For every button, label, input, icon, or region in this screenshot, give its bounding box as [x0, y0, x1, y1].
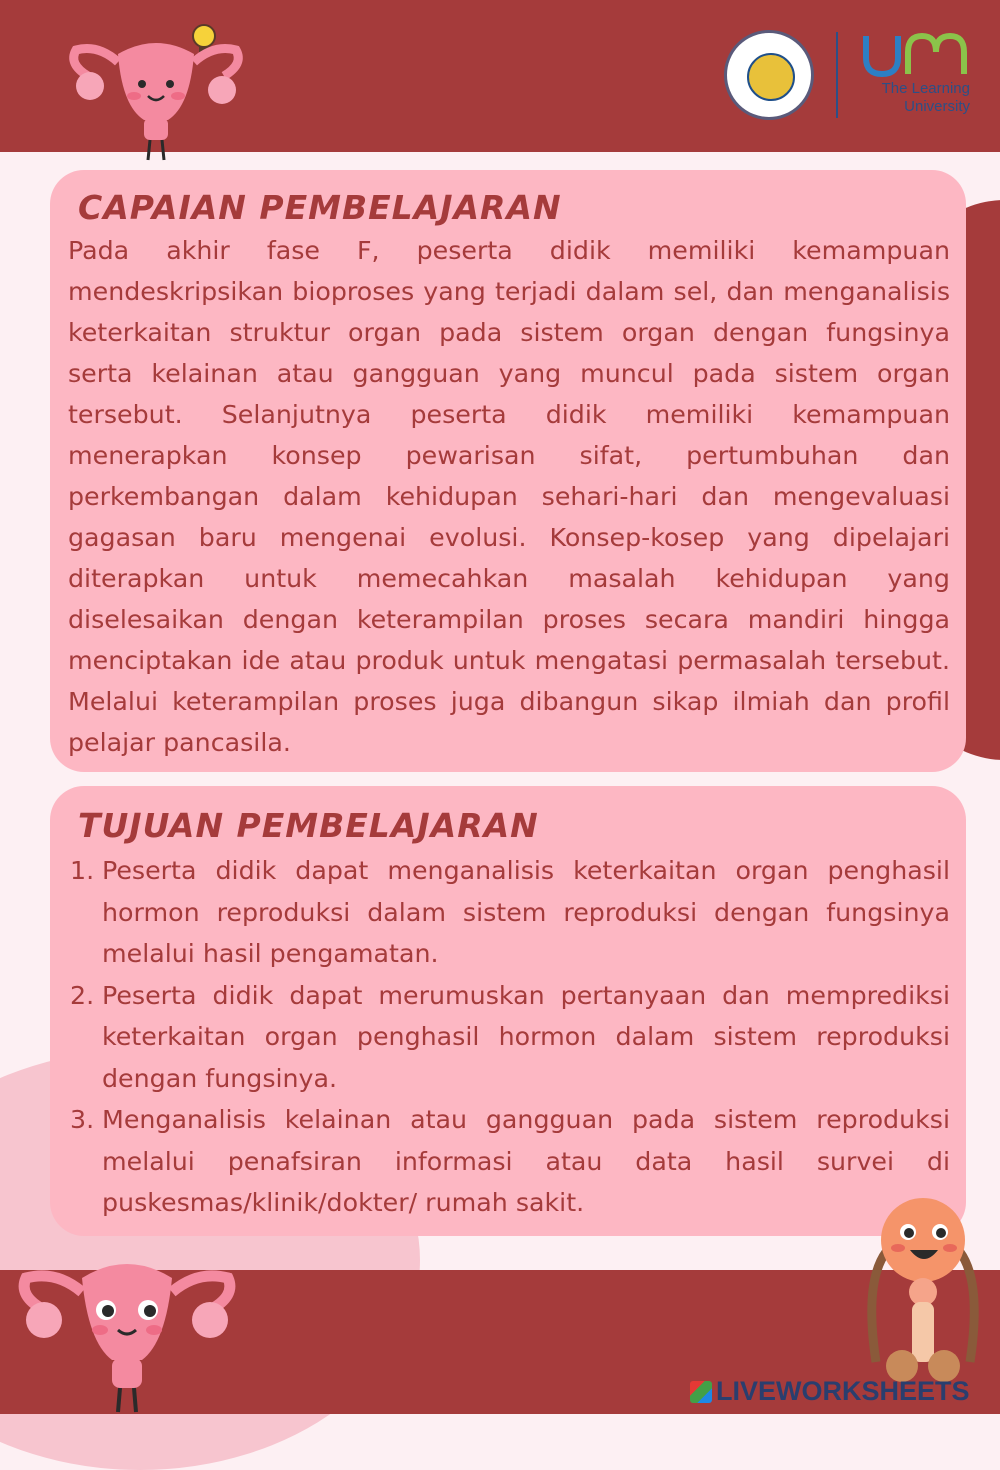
liveworksheets-watermark [690, 1376, 970, 1407]
university-logos [724, 28, 972, 124]
logo-tagline [860, 80, 970, 116]
um-logo-icon [860, 28, 970, 80]
list-item [70, 850, 950, 975]
uterus-mascot-waving-icon [4, 1238, 250, 1414]
list-item-number: 2. [70, 980, 95, 1010]
tujuan-title: TUJUAN PEMBELAJARAN [78, 806, 539, 845]
capaian-body: Pada akhir fase F, peserta didik memiliki kemampuan mendeskripsikan bioproses yang terjadi dalam sel, dan menganalisis keterkaitan struktur organ pada sistem organ dengan fungsinya serta kelainan atau gangguan yang muncul pada sistem organ tersebut. Selanjutnya peserta didik memiliki kemampuan menerapkan konsep pewarisan sifat, pertumbuhan dan perkembangan dalam kehidupan sehari-hari dan mengevaluasi gagasan baru mengenai evolusi. Konsep-kosep yang dipelajari diterapkan untuk memecahkan masalah kehidupan yang diselesaikan dengan keterampilan proses secara mandiri hingga menciptakan ide atau produk untuk mengatasi permasalah tersebut. Melalui keterampilan proses juga dibangun sikap ilmiah dan profil pelajar pancasila. [68, 236, 950, 757]
list-item-text: Menganalisis kelainan atau gangguan pada sistem reproduksi melalui penafsiran informasi atau data hasil survei di puskesmas/klinik/dokter/ rumah sakit. [102, 1105, 950, 1217]
tujuan-list [70, 850, 950, 1224]
list-item-number: 1. [70, 856, 95, 885]
male-reproductive-mascot-icon [858, 1192, 988, 1392]
watermark-text: LIVEWORKSHEETS [716, 1376, 970, 1406]
list-item-number: 3. [70, 1105, 95, 1134]
liveworksheets-logo-icon [690, 1381, 712, 1403]
tagline-line1: The Learning [881, 80, 970, 97]
capaian-title: CAPAIAN PEMBELAJARAN [78, 188, 562, 227]
list-item [70, 1099, 950, 1224]
logo-divider [836, 32, 838, 118]
list-item [70, 975, 950, 1100]
seal-emblem-icon [747, 53, 795, 101]
list-item-text: Peserta didik dapat menganalisis keterkaitan organ penghasil hormon reproduksi dalam sistem reproduksi dengan fungsinya melalui hasil pengamatan. [102, 856, 950, 968]
tagline-line2: University [904, 98, 970, 115]
capaian-card [50, 170, 966, 772]
uterus-mascot-lightbulb-icon [58, 14, 254, 166]
university-seal-logo [724, 30, 814, 120]
tujuan-card [50, 786, 966, 1236]
list-item-text: Peserta didik dapat merumuskan pertanyaan dan memprediksi keterkaitan organ penghasil hormon dalam sistem reproduksi dengan fungsinya. [102, 980, 950, 1093]
